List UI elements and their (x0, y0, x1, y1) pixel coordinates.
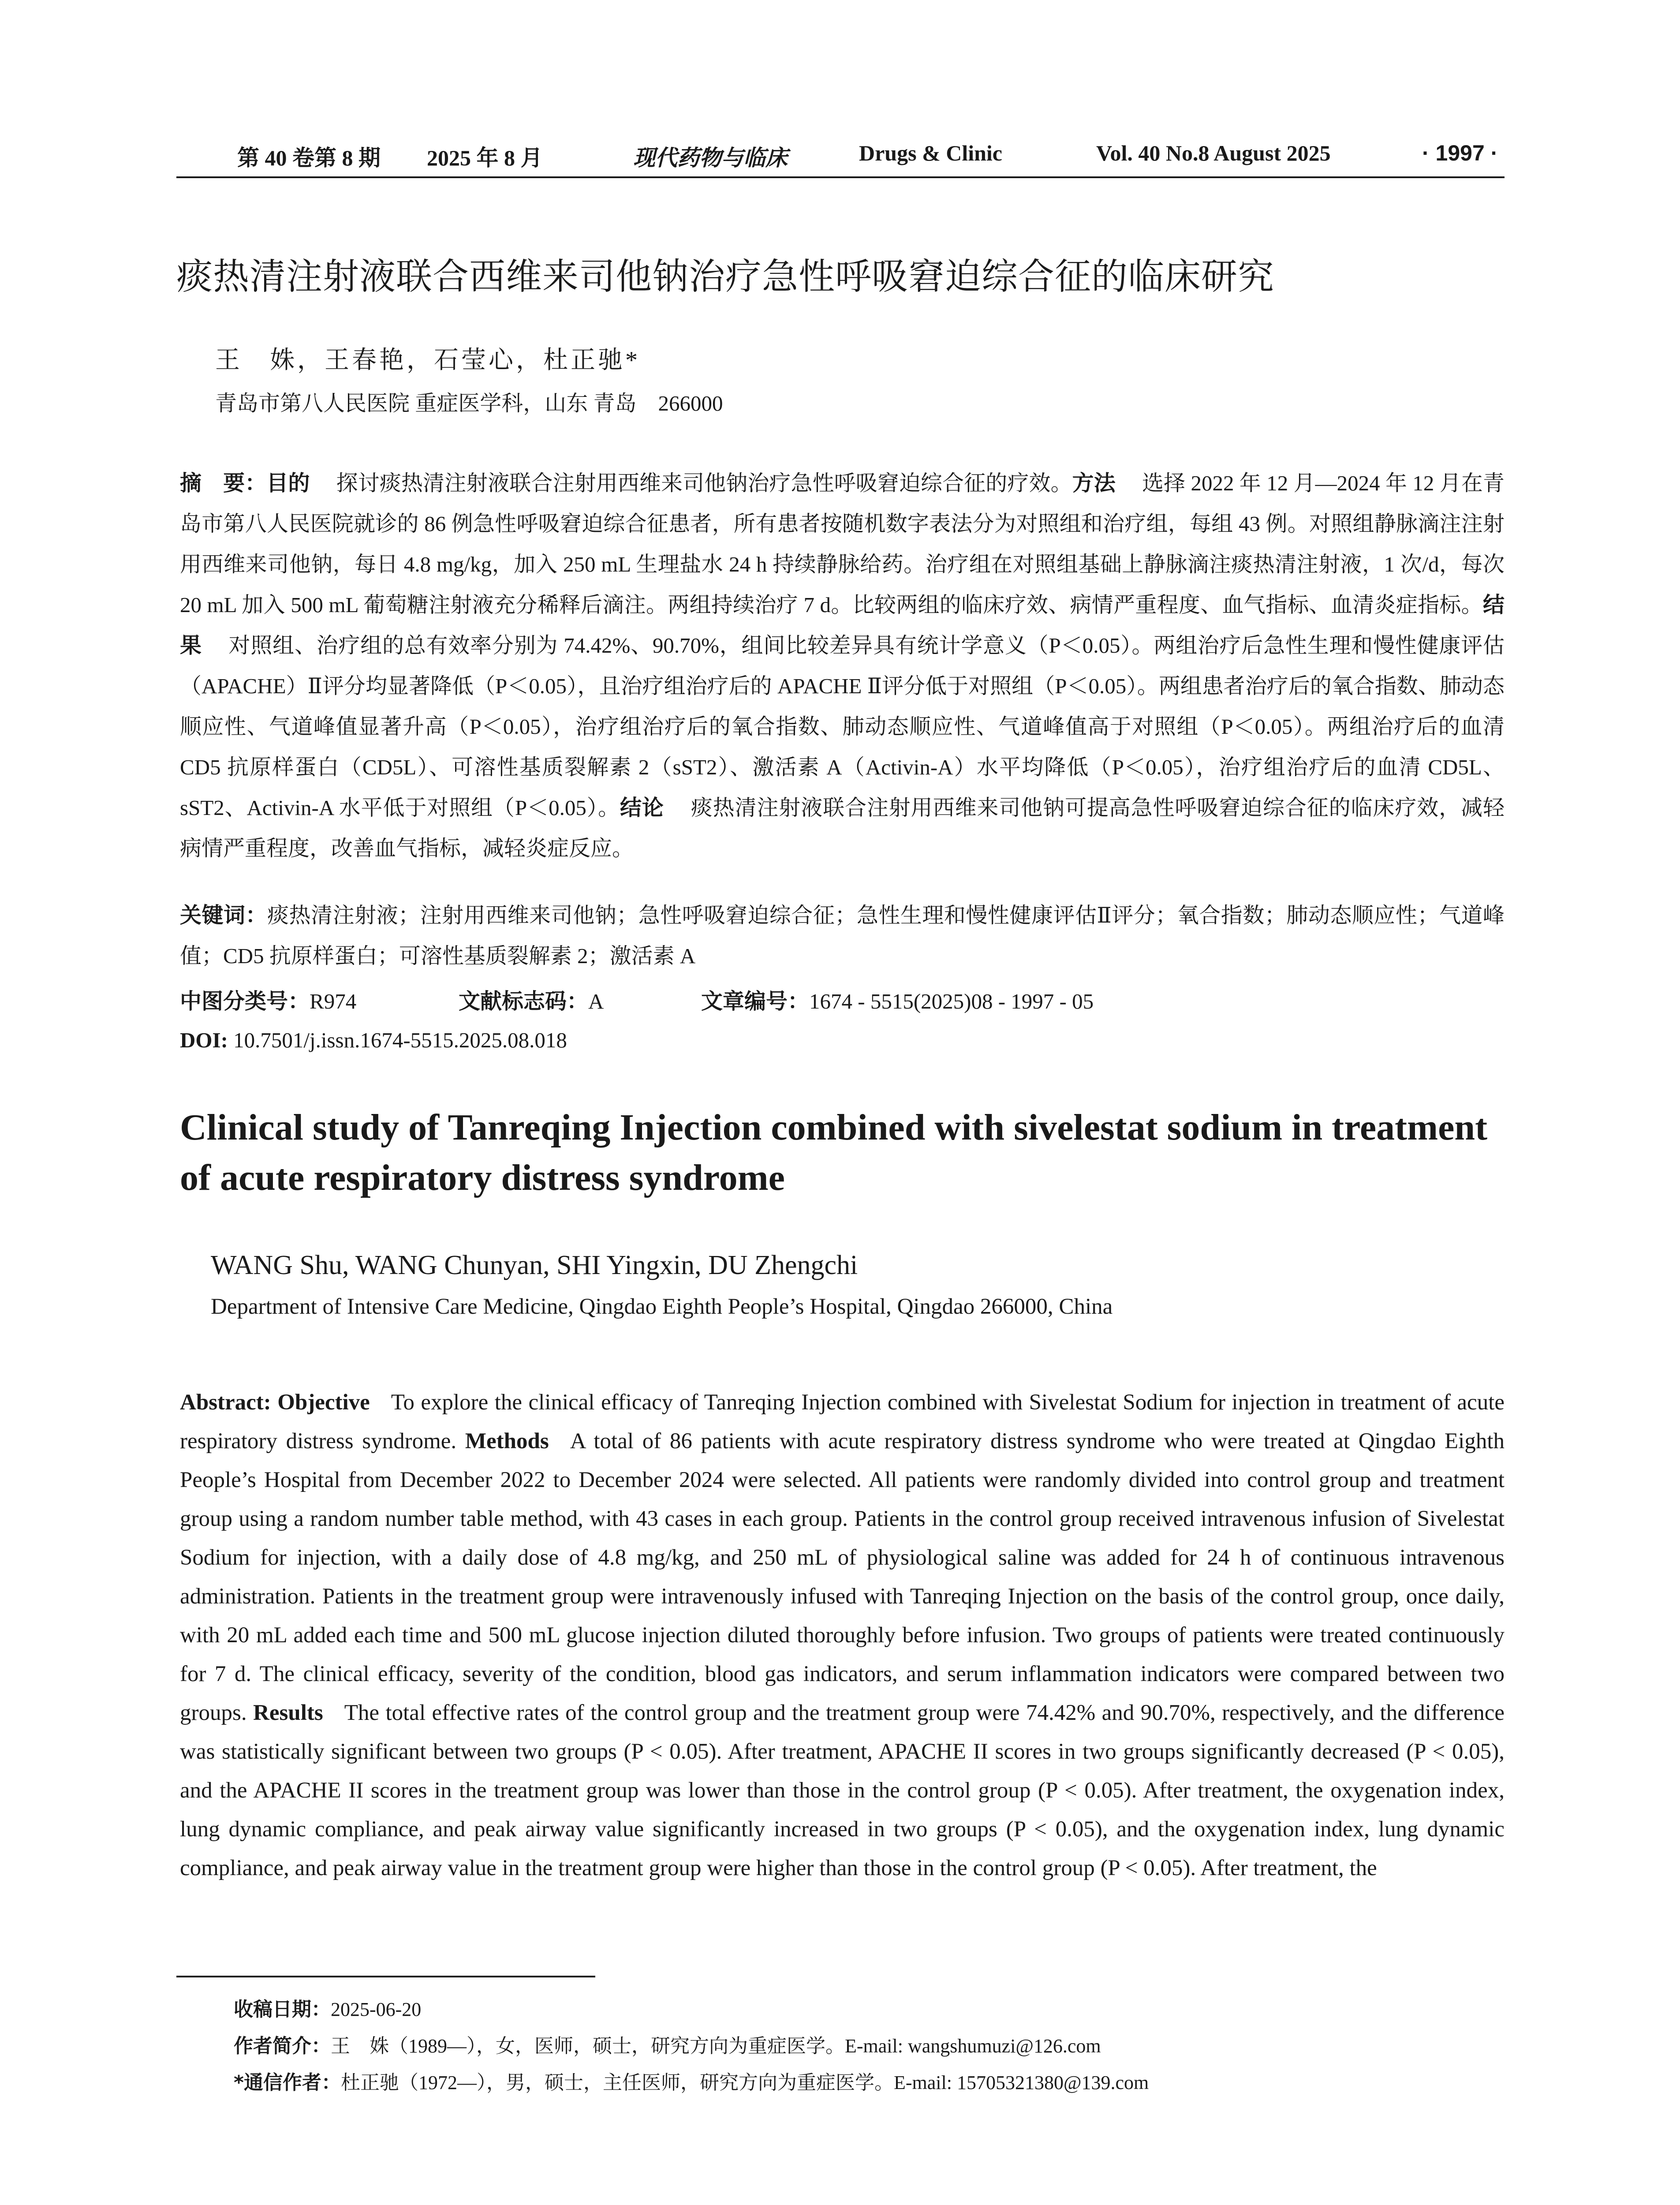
article-number-label: 文章编号： (701, 989, 810, 1014)
abstract-cn-label: 摘 要： (180, 471, 267, 496)
keywords-cn-text: 痰热清注射液；注射用西维来司他钠；急性呼吸窘迫综合征；急性生理和慢性健康评估Ⅱ评分；氧合指数；肺动态顺应性；气道峰值；CD5 抗原样蛋白；可溶性基质裂解素 2；激活素 A (180, 903, 1505, 968)
clc-value: R974 (310, 989, 357, 1013)
abstract-en (180, 1383, 1505, 1887)
footnote-corresponding (234, 2067, 1149, 2095)
header-rule (176, 176, 1505, 178)
header-volume-cn: 第 40 卷第 8 期 (237, 146, 381, 170)
keywords-cn (180, 895, 1505, 976)
authors-cn: 王 姝，王春艳，石莹心，杜正驰* (215, 347, 640, 374)
abstract-cn-conclusion-label: 结论 (620, 795, 664, 820)
corresponding-info: 杜正驰（1972—），男，硕士，主任医师，研究方向为重症医学。E-mail: 15705321380@139.com (341, 2072, 1149, 2093)
document-code-label: 文献标志码： (459, 989, 589, 1014)
abstract-en-results: The total effective rates of the control group and the treatment group were 74.42% and 90.70%, respectively, and the difference was statistically significant between two groups (P < 0.05). After treatment, APACHE II scores in two groups significantly decreased (P < 0.05), and the APACHE II scores in the treatment group was lower than those in the control group (P < 0.05). After treatment, the oxygenation index, lung dynamic compliance, and peak airway value significantly increased in two groups (P < 0.05), and the oxygenation index, lung dynamic compliance, and peak airway value in the treatment group were higher than those in the control group (P < 0.05). After treatment, the (180, 1700, 1505, 1880)
document-code (459, 984, 604, 1015)
received-date: 2025-06-20 (331, 1999, 422, 2020)
abstract-cn-methods-label: 方法 (1072, 471, 1116, 496)
abstract-cn-results: 对照组、治疗组的总有效率分别为 74.42%、90.70%，组间比较差异具有统计学意义（P＜0.05）。两组治疗后急性生理和慢性健康评估（APACHE）Ⅱ评分均显著降低（P＜0.05），且治疗组治疗后的 APACHE Ⅱ评分低于对照组（P＜0.05）。两组患者治疗后的氧合指数、肺动态顺应性、气道峰值显著升高（P＜0.05），治疗组治疗后的氧合指数、肺动态顺应性、气道峰值高于对照组（P＜0.05）。两组治疗后的血清 CD5 抗原样蛋白（CD5L）、可溶性基质裂解素 2（sST2）、激活素 A（Activin-A）水平均降低（P＜0.05），治疗组治疗后的血清 CD5L、sST2、Activin-A 水平低于对照组（P＜0.05）。 (180, 633, 1505, 820)
abstract-en-results-label: Results (253, 1700, 323, 1725)
keywords-cn-label: 关键词： (180, 903, 268, 928)
abstract-cn-objective-label: 目的 (266, 471, 310, 496)
footnote-received (234, 1993, 421, 2022)
header-journal-cn: 现代药物与临床 (633, 145, 788, 171)
doi-label: DOI: (180, 1028, 228, 1052)
abstract-en-objective: To explore the clinical efficacy of Tanreqing Injection combined with Sivelestat Sodium for injection in treatment of acute respiratory distress syndrome. (180, 1390, 1505, 1454)
abstract-cn (180, 463, 1505, 869)
author-info-label: 作者简介： (234, 2035, 331, 2057)
header-page-number: · 1997 · (1422, 141, 1498, 165)
header-journal-en: Drugs & Clinic (859, 141, 1002, 165)
corresponding-label: *通信作者： (234, 2071, 341, 2094)
abstract-cn-objective: 探讨痰热清注射液联合注射用西维来司他钠治疗急性呼吸窘迫综合征的疗效。 (336, 471, 1072, 495)
article-number-value: 1674 - 5515(2025)08 - 1997 - 05 (809, 989, 1094, 1013)
abstract-en-methods: A total of 86 patients with acute respiratory distress syndrome who were treated at Qingdao Eighth People’s Hospital from December 2022 to December 2024 were selected. All patients were randomly divided into control group and treatment group using a random number table method, with 43 cases in each group. Patients in the control group received intravenous infusion of Sivelestat Sodium for injection, with a daily dose of 4.8 mg/kg, and 250 mL of physiological saline was added for 24 h of continuous intravenous administration. Patients in the treatment group were intravenously infused with Tanreqing Injection on the basis of the control group, once daily, with 20 mL added each time and 500 mL glucose injection diluted thoroughly before infusion. Two groups of patients were treated continuously for 7 d. The clinical efficacy, severity of the condition, blood gas indicators, and serum inflammation indicators were compared between two groups. (180, 1429, 1505, 1725)
article-number (701, 984, 1094, 1015)
abstract-en-label: Abstract: (180, 1390, 271, 1415)
abstract-cn-methods: 选择 2022 年 12 月—2024 年 12 月在青岛市第八人民医院就诊的 86 例急性呼吸窘迫综合征患者，所有患者按随机数字表法分为对照组和治疗组，每组 43 例。对照组静脉滴注注射用西维来司他钠，每日 4.8 mg/kg，加入 250 mL 生理盐水 24 h 持续静脉给药。治疗组在对照组基础上静脉滴注痰热清注射液，1 次/d，每次 20 mL 加入 500 mL 葡萄糖注射液充分稀释后滴注。两组持续治疗 7 d。比较两组的临床疗效、病情严重程度、血气指标、血清炎症指标。 (180, 471, 1505, 617)
clc-label: 中图分类号： (180, 989, 310, 1014)
abstract-en-methods-label: Methods (465, 1429, 549, 1454)
author-info: 王 姝（1989—），女，医师，硕士，研究方向为重症医学。E-mail: wangshumuzi@126.com (331, 2035, 1101, 2057)
abstract-cn-results-label: 结果 (180, 592, 1505, 658)
doi (180, 1028, 567, 1053)
affiliation-en: Department of Intensive Care Medicine, Qingdao Eighth People’s Hospital, Qingdao 266000, China (211, 1294, 1113, 1319)
abstract-en-objective-label: Objective (277, 1390, 370, 1415)
abstract-cn-conclusion: 痰热清注射液联合注射用西维来司他钠可提高急性呼吸窘迫综合征的临床疗效，减轻病情严重程度，改善血气指标，减轻炎症反应。 (180, 796, 1505, 860)
footnote-rule (176, 1976, 595, 1977)
footnote-author (234, 2030, 1101, 2058)
doi-value: 10.7501/j.issn.1674-5515.2025.08.018 (233, 1028, 567, 1052)
title-cn: 痰热清注射液联合西维来司他钠治疗急性呼吸窘迫综合征的临床研究 (176, 256, 1275, 298)
header-date-cn: 2025 年 8 月 (427, 146, 543, 170)
document-code-value: A (588, 989, 604, 1013)
received-label: 收稿日期： (234, 1998, 331, 2021)
header-volume-en: Vol. 40 No.8 August 2025 (1096, 141, 1331, 165)
affiliation-cn: 青岛市第八人民医院 重症医学科，山东 青岛 266000 (215, 391, 723, 415)
authors-en: WANG Shu, WANG Chunyan, SHI Yingxin, DU Zhengchi (211, 1250, 858, 1280)
title-en: Clinical study of Tanreqing Injection combined with sivelestat sodium in treatment of acute respiratory distress syndrome (180, 1107, 1488, 1198)
clc-number (180, 984, 356, 1015)
